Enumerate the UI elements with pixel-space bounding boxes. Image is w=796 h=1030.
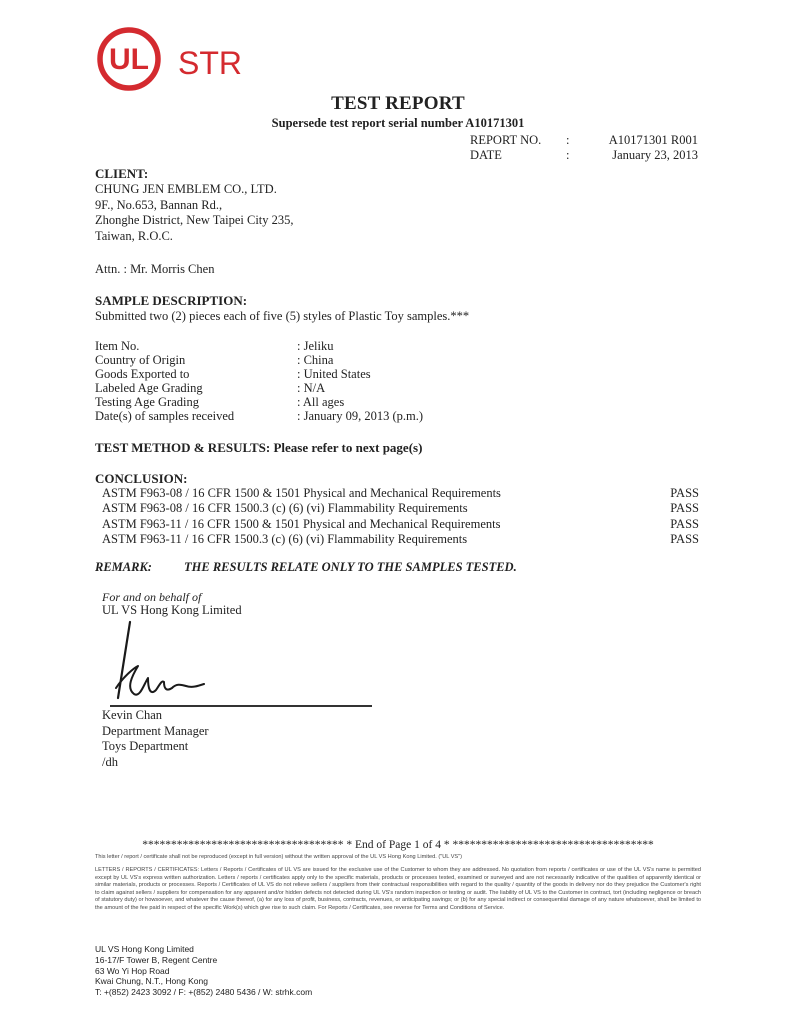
sample-item-label: Goods Exported to <box>95 367 190 381</box>
report-no-colon: : <box>566 133 570 147</box>
on-behalf-of: For and on behalf of <box>102 590 202 604</box>
client-address <box>95 182 294 244</box>
sample-item-value: : January 09, 2013 (p.m.) <box>297 409 424 423</box>
client-line: Zhonghe District, New Taipei City 235, <box>95 213 294 228</box>
date-row <box>470 148 698 164</box>
signing-company: UL VS Hong Kong Limited <box>102 603 242 617</box>
signatory-name: Kevin Chan <box>102 708 163 722</box>
date-label: DATE <box>470 148 502 162</box>
address-line: 63 Wo Yi Hop Road <box>95 965 170 976</box>
client-heading: CLIENT: <box>95 166 149 181</box>
report-no-value: A10171301 R001 <box>608 133 698 147</box>
sample-item-label: Labeled Age Grading <box>95 381 203 395</box>
signature-line <box>110 705 372 707</box>
client-line: 9F., No.653, Bannan Rd., <box>95 197 223 212</box>
conclusion-result: PASS <box>670 501 699 515</box>
signatory-details <box>102 708 209 770</box>
date-colon: : <box>566 148 570 162</box>
terms-paragraph: LETTERS / REPORTS / CERTIFICATES: Letters / Reports / Certificates of UL VS are issued for the exclusive use of the Customer to whom they are addressed. No quotation from reports / certificates or use of the UL VS's name is permitted except by UL VS's express written authorization. Letters / reports / certificates apply only to the specific materials, products or processes tested, examined or surveyed and are not necessarily indicative of the qualities of apparently identical or similar materials, products or processes. Reports / Certificates of UL VS do not relieve sellers / suppliers from their contractual responsibilities with regard to the quality / quantity of the goods in delivery nor do they prejudice the Customer's right to claim against sellers / suppliers for compensation for any apparent and/or hidden defects not detected during UL VS's random inspection or testing or audit. The liability of UL VS to the Customer in contract, tort (including negligence or breach of statutory duty) or howsoever, and whatever the cause thereof, (a) for any loss of profit, business, contracts, revenues, or anticipating savings; or (b) for any special indirect or consequential damage of any nature whatsoever, shall be limited to the amount of the fee paid in respect of the specific Work(s) which give rise to such claim. For Reports / Certificates, see reverse for Terms and Conditions of Service. <box>95 867 701 911</box>
date-value: January 23, 2013 <box>612 148 698 162</box>
sample-item-value: : N/A <box>297 381 326 395</box>
conclusion-standard: ASTM F963-11 / 16 CFR 1500 & 1501 Physical and Mechanical Requirements <box>102 517 501 531</box>
conclusion-result: PASS <box>670 532 699 546</box>
client-line: Taiwan, R.O.C. <box>95 228 173 243</box>
signatory-department: Toys Department <box>102 739 189 754</box>
signatory-initials: /dh <box>102 754 118 769</box>
test-method-heading: TEST METHOD & RESULTS: Please refer to next page(s) <box>95 440 423 455</box>
logo-mark: UL <box>109 43 149 76</box>
remark-text: THE RESULTS RELATE ONLY TO THE SAMPLES TESTED. <box>184 560 517 574</box>
address-line: Kwai Chung, N.T., Hong Kong <box>95 976 208 987</box>
page-title: TEST REPORT <box>331 93 465 114</box>
ul-logo-icon <box>96 26 242 92</box>
ul-str-logo <box>96 26 242 92</box>
handwritten-signature <box>108 618 218 704</box>
sample-item-value: : China <box>297 353 334 367</box>
signatory-title: Department Manager <box>102 723 209 738</box>
conclusion-result: PASS <box>670 486 699 500</box>
address-line: UL VS Hong Kong Limited <box>95 944 194 954</box>
end-of-page-marker: *********************************** * End of Page 1 of 4 * *********************************** <box>142 839 654 851</box>
report-no-label: REPORT NO. <box>470 133 542 147</box>
conclusion-result: PASS <box>670 517 699 531</box>
sample-item-value: : All ages <box>297 395 345 409</box>
logo-text: STR <box>178 45 242 81</box>
reproduction-note: This letter / report / certificate shall not be reproduced (except in full version) without the written approval of the UL VS Hong Kong Limited. ("UL VS") <box>95 854 463 860</box>
sample-heading: SAMPLE DESCRIPTION: <box>95 293 248 308</box>
client-line: CHUNG JEN EMBLEM CO., LTD. <box>95 182 277 196</box>
conclusion-row <box>102 486 699 501</box>
remark-label: REMARK: <box>95 560 152 574</box>
conclusion-standard: ASTM F963-08 / 16 CFR 1500.3 (c) (6) (vi) Flammability Requirements <box>102 501 468 515</box>
conclusion-row <box>102 532 699 547</box>
conclusion-standard: ASTM F963-08 / 16 CFR 1500 & 1501 Physical and Mechanical Requirements <box>102 486 501 500</box>
sample-item-value: : Jeliku <box>297 339 334 353</box>
page-subtitle: Supersede test report serial number A10171301 <box>271 116 525 130</box>
client-attn: Attn. : Mr. Morris Chen <box>95 262 215 276</box>
company-address <box>95 944 312 998</box>
signature-icon <box>108 618 218 704</box>
conclusion-row <box>102 501 699 516</box>
address-line: T: +(852) 2423 3092 / F: +(852) 2480 5436 / W: strhk.com <box>95 987 313 998</box>
conclusion-row <box>102 517 699 532</box>
sample-text: Submitted two (2) pieces each of five (5) styles of Plastic Toy samples.*** <box>95 309 470 323</box>
sample-item-label: Country of Origin <box>95 353 186 367</box>
conclusion-standard: ASTM F963-11 / 16 CFR 1500.3 (c) (6) (vi) Flammability Requirements <box>102 532 468 546</box>
sample-item-label: Testing Age Grading <box>95 395 199 409</box>
conclusion-heading: CONCLUSION: <box>95 471 188 486</box>
address-line: 16-17/F Tower B, Regent Centre <box>95 954 218 965</box>
sample-item-label: Item No. <box>95 339 140 353</box>
sample-item-label: Date(s) of samples received <box>95 409 235 423</box>
report-no-row <box>470 133 698 149</box>
sample-item-value: : United States <box>297 367 371 381</box>
